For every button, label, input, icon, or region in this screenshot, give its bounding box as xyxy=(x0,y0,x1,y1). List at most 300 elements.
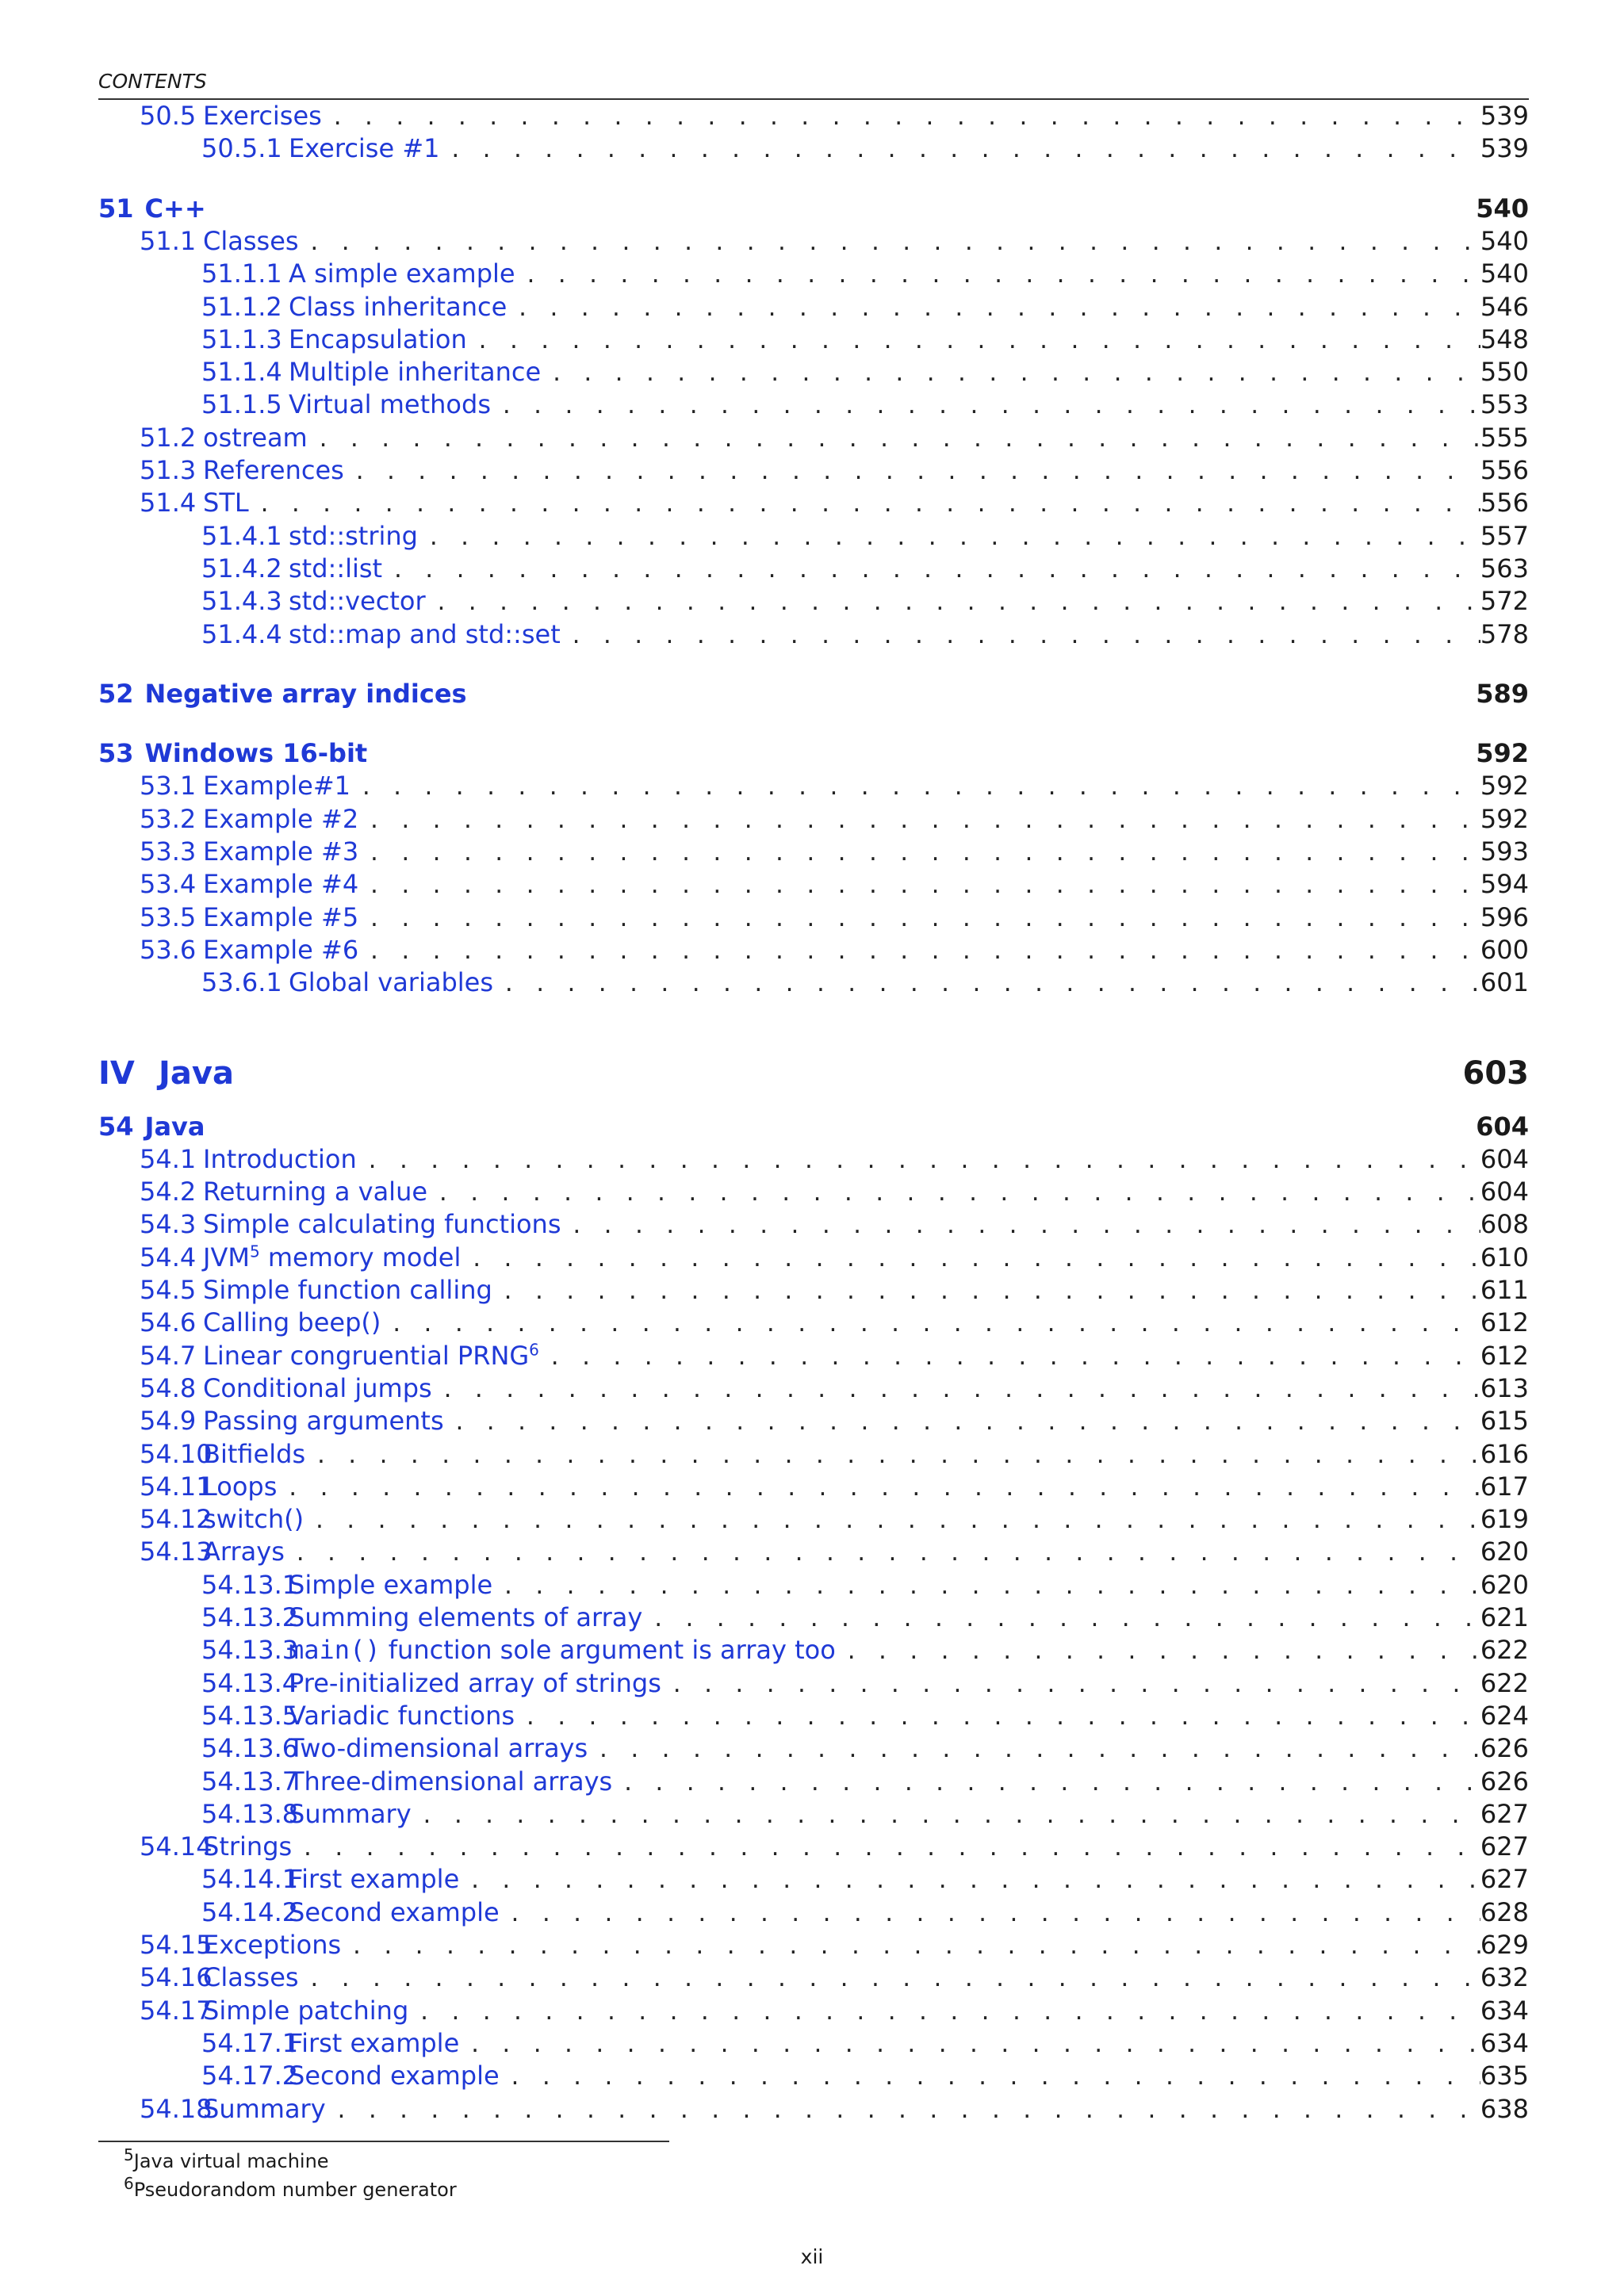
page-ref: 626 xyxy=(1480,1766,1529,1797)
section-title[interactable] xyxy=(203,454,344,487)
entry-title-text: Bitfields xyxy=(203,1438,306,1469)
page-ref: 592 xyxy=(1480,771,1529,802)
toc-subsection[interactable] xyxy=(98,1601,1529,1634)
running-head: CONTENTS xyxy=(98,70,207,93)
dot-leader xyxy=(358,838,1480,871)
entry-title-text: Introduction xyxy=(203,1143,357,1174)
entry-title-text: Simple function calling xyxy=(203,1275,492,1305)
toc-section[interactable] xyxy=(98,1176,1529,1208)
section-number: 54.1 xyxy=(140,1143,197,1174)
entry-title-text: Example #3 xyxy=(203,836,359,867)
section-number: 54.16 xyxy=(140,1962,213,1993)
toc-subsection[interactable] xyxy=(98,2027,1529,2060)
dot-leader xyxy=(326,2095,1480,2128)
page-ref: 608 xyxy=(1480,1209,1529,1240)
page-ref: 594 xyxy=(1480,869,1529,900)
page-ref: 578 xyxy=(1480,618,1529,649)
toc-section[interactable] xyxy=(98,454,1529,487)
toc-subsection[interactable] xyxy=(98,1896,1529,1929)
entry-title-text: switch() xyxy=(203,1504,304,1535)
toc-section[interactable] xyxy=(98,100,1529,132)
section-title[interactable] xyxy=(203,1307,381,1339)
toc-section[interactable] xyxy=(98,1208,1529,1241)
footnote-ref[interactable]: 6 xyxy=(529,1339,539,1359)
page-ref: 632 xyxy=(1480,1962,1529,1993)
section-number: 54.13.1 xyxy=(201,1569,299,1600)
page-ref: 634 xyxy=(1480,2027,1529,2058)
section-number: 51.4.4 xyxy=(201,618,282,649)
page-ref: 622 xyxy=(1480,1635,1529,1666)
toc-part[interactable] xyxy=(98,1055,1529,1100)
dot-leader xyxy=(500,2062,1480,2095)
section-number: 54.15 xyxy=(140,1930,213,1960)
toc-subsection[interactable] xyxy=(98,520,1529,553)
page-ref: 556 xyxy=(1480,455,1529,485)
toc-subsection[interactable] xyxy=(98,258,1529,290)
toc-subsection[interactable] xyxy=(98,1732,1529,1765)
page-ref: 539 xyxy=(1480,101,1529,131)
section-number: 53.4 xyxy=(140,869,197,900)
part-number: IV xyxy=(98,1054,135,1092)
entry-title-text: Simple calculating functions xyxy=(203,1209,561,1240)
page-ref: 548 xyxy=(1480,323,1529,354)
entry-title-text: JVM xyxy=(203,1242,250,1272)
toc-section[interactable] xyxy=(98,1471,1529,1503)
entry-title-text: std::list xyxy=(289,553,383,584)
chapter-title[interactable]: Negative array indices xyxy=(144,678,467,709)
toc-chapter[interactable] xyxy=(98,1111,1529,1143)
dot-leader xyxy=(459,2030,1480,2062)
dot-leader xyxy=(432,1375,1480,1407)
section-title[interactable] xyxy=(203,1208,561,1241)
page-ref: 612 xyxy=(1480,1307,1529,1338)
entry-title-text: Example#1 xyxy=(203,771,350,802)
footnote-6 xyxy=(124,2174,457,2201)
page-ref: 611 xyxy=(1480,1275,1529,1305)
dot-leader xyxy=(491,391,1480,423)
section-title[interactable] xyxy=(289,323,467,356)
toc-section[interactable] xyxy=(98,836,1529,868)
section-title[interactable] xyxy=(203,100,322,132)
entry-title-text: Summing elements of array xyxy=(289,1602,643,1632)
page-ref: 557 xyxy=(1480,520,1529,551)
toc-chapter[interactable] xyxy=(98,678,1529,710)
entry-title-text: Summary xyxy=(289,1798,412,1829)
section-number: 54.5 xyxy=(140,1275,197,1305)
entry-title-text: std::vector xyxy=(289,586,426,617)
section-title[interactable] xyxy=(289,356,541,388)
entry-title-text: function sole argument is array too xyxy=(380,1635,836,1666)
section-title[interactable] xyxy=(203,1438,305,1471)
page-ref: 596 xyxy=(1480,901,1529,932)
section-title[interactable] xyxy=(289,1700,515,1732)
section-number: 51.1 xyxy=(140,225,197,256)
section-title[interactable] xyxy=(203,803,358,836)
section-title[interactable] xyxy=(203,487,249,519)
section-title[interactable] xyxy=(203,225,299,258)
dot-leader xyxy=(515,260,1480,293)
page-ref: 616 xyxy=(1480,1438,1529,1469)
page-ref: 540 xyxy=(1480,225,1529,256)
dot-leader xyxy=(440,135,1480,167)
section-number: 51.3 xyxy=(140,455,197,485)
toc-subsection[interactable] xyxy=(98,1569,1529,1601)
toc-section[interactable] xyxy=(98,1242,1529,1274)
section-title[interactable] xyxy=(289,2060,500,2092)
section-title[interactable] xyxy=(203,934,358,966)
page-ref: 540 xyxy=(1476,193,1529,224)
dot-leader xyxy=(381,1309,1480,1341)
page-ref: 550 xyxy=(1480,357,1529,388)
entry-title-text: Variadic functions xyxy=(289,1700,515,1731)
chapter-title[interactable]: Windows 16-bit xyxy=(144,738,368,769)
section-number: 51.4.1 xyxy=(201,520,282,551)
section-number: 54.2 xyxy=(140,1177,197,1207)
toc-subsection[interactable] xyxy=(98,291,1529,323)
section-number: 54.17 xyxy=(140,1995,213,2026)
entry-title-text: Linear congruential PRNG xyxy=(203,1340,530,1371)
section-title[interactable] xyxy=(289,258,515,290)
entry-title-text: Multiple inheritance xyxy=(289,357,542,388)
entry-title-text: Conditional jumps xyxy=(203,1372,432,1403)
dot-leader xyxy=(507,293,1480,326)
dot-leader xyxy=(382,555,1480,587)
section-title[interactable] xyxy=(289,1569,492,1601)
entry-title-text: std::string xyxy=(289,520,418,551)
page-ref: 612 xyxy=(1480,1340,1529,1371)
toc-subsection[interactable] xyxy=(98,1766,1529,1798)
dot-leader xyxy=(461,1244,1480,1276)
dot-leader xyxy=(358,936,1480,969)
section-number: 51.1.2 xyxy=(201,291,282,322)
entry-title-text: Calling beep() xyxy=(203,1307,381,1338)
toc-subsection[interactable] xyxy=(98,388,1529,421)
chapter-number: 53 xyxy=(98,738,134,769)
section-title[interactable] xyxy=(203,1242,461,1274)
entry-title-text: Strings xyxy=(203,1831,293,1862)
dot-leader xyxy=(459,1866,1480,1898)
section-title[interactable] xyxy=(289,1863,459,1896)
entry-title-text: Loops xyxy=(203,1471,278,1502)
page-ref: 572 xyxy=(1480,586,1529,617)
page-ref: 610 xyxy=(1480,1242,1529,1272)
toc-section[interactable] xyxy=(98,1274,1529,1307)
toc-chapter[interactable] xyxy=(98,193,1529,225)
section-title[interactable] xyxy=(289,1732,588,1765)
page-ref: 621 xyxy=(1480,1602,1529,1632)
dot-leader xyxy=(541,358,1480,391)
dot-leader xyxy=(277,1473,1480,1506)
chapter-title[interactable]: C++ xyxy=(144,193,206,224)
section-number: 54.13.7 xyxy=(201,1766,299,1797)
entry-title-text: Classes xyxy=(203,1962,299,1993)
section-number: 54.14.1 xyxy=(201,1864,299,1895)
footnote-ref[interactable]: 5 xyxy=(249,1242,260,1261)
section-number: 51.2 xyxy=(140,422,197,453)
section-title[interactable] xyxy=(203,422,308,454)
page-ref: 546 xyxy=(1480,291,1529,322)
entry-title-text: Second example xyxy=(289,1896,500,1927)
entry-title-text: Example #5 xyxy=(203,901,359,932)
page-ref: 556 xyxy=(1480,488,1529,519)
page-ref: 589 xyxy=(1476,678,1529,709)
dot-leader xyxy=(357,1146,1480,1178)
entry-title-text: Example #2 xyxy=(203,803,359,834)
section-title[interactable] xyxy=(203,1143,357,1176)
dot-leader xyxy=(427,1178,1480,1211)
dot-leader xyxy=(426,587,1480,620)
section-title[interactable] xyxy=(203,1536,285,1568)
toc-section[interactable] xyxy=(98,803,1529,836)
dot-leader xyxy=(412,1800,1480,1833)
section-number: 53.5 xyxy=(140,901,197,932)
page-ref: 627 xyxy=(1480,1831,1529,1862)
dot-leader xyxy=(322,102,1480,135)
section-title[interactable] xyxy=(289,553,382,585)
page-ref: 555 xyxy=(1480,422,1529,453)
section-title[interactable] xyxy=(203,770,350,802)
section-number: 53.3 xyxy=(140,836,197,867)
toc-section[interactable] xyxy=(98,1961,1529,1994)
dot-leader xyxy=(515,1702,1480,1735)
section-number: 54.13.3 xyxy=(201,1635,299,1666)
entry-title-text: Encapsulation xyxy=(289,323,467,354)
toc-section[interactable] xyxy=(98,2093,1529,2126)
section-number: 51.4.3 xyxy=(201,586,282,617)
entry-title-text: Exceptions xyxy=(203,1930,342,1960)
dot-leader xyxy=(500,1899,1480,1931)
section-title[interactable] xyxy=(289,618,561,651)
entry-title-text: Summary xyxy=(203,2093,326,2124)
section-number: 54.3 xyxy=(140,1209,197,1240)
section-number: 54.13.4 xyxy=(201,1667,299,1698)
page-ref: 604 xyxy=(1480,1177,1529,1207)
dot-leader xyxy=(561,621,1480,653)
toc-section[interactable] xyxy=(98,868,1529,901)
section-title[interactable] xyxy=(289,520,418,553)
page-ref: 604 xyxy=(1476,1111,1529,1142)
dot-leader xyxy=(304,1506,1480,1538)
toc-subsection[interactable] xyxy=(98,132,1529,165)
dot-leader xyxy=(344,457,1480,489)
toc-section[interactable] xyxy=(98,1438,1529,1471)
page-ref: 627 xyxy=(1480,1864,1529,1895)
page-number: xii xyxy=(800,2245,824,2268)
page-ref: 563 xyxy=(1480,553,1529,584)
toc-section[interactable] xyxy=(98,1831,1529,1863)
dot-leader xyxy=(836,1636,1480,1669)
page-ref: 620 xyxy=(1480,1569,1529,1600)
section-number: 54.13.8 xyxy=(201,1798,299,1829)
section-title[interactable] xyxy=(203,836,358,868)
section-title[interactable] xyxy=(289,2027,459,2060)
toc-section[interactable] xyxy=(98,1372,1529,1405)
entry-title-text: Simple patching xyxy=(203,1995,409,2026)
section-title[interactable] xyxy=(289,1667,661,1700)
dot-leader xyxy=(285,1538,1480,1571)
entry-title-text: A simple example xyxy=(289,258,515,289)
dot-leader xyxy=(358,871,1480,903)
section-title[interactable] xyxy=(289,1634,836,1667)
section-number: 51.1.4 xyxy=(201,357,282,388)
section-title[interactable] xyxy=(203,1961,299,1994)
section-title[interactable] xyxy=(203,2093,326,2126)
section-number: 54.8 xyxy=(140,1372,197,1403)
chapter-number: 51 xyxy=(98,193,134,224)
section-number: 54.13.5 xyxy=(201,1700,299,1731)
part-title[interactable]: Java xyxy=(159,1054,234,1092)
section-title[interactable] xyxy=(289,291,507,323)
page-ref: 600 xyxy=(1480,934,1529,965)
entry-title-text: Example #4 xyxy=(203,869,359,900)
section-number: 54.6 xyxy=(140,1307,197,1338)
entry-title-text: Exercise #1 xyxy=(289,133,440,164)
footnote-mark: 6 xyxy=(124,2174,134,2193)
section-number: 54.12 xyxy=(140,1504,213,1535)
toc-subsection[interactable] xyxy=(98,1634,1529,1667)
toc-subsection[interactable] xyxy=(98,966,1529,999)
dot-leader xyxy=(612,1768,1480,1800)
page-ref: 592 xyxy=(1476,738,1529,769)
section-title[interactable] xyxy=(203,1372,432,1405)
footnote-rule xyxy=(98,2141,669,2142)
section-title[interactable] xyxy=(289,1601,642,1634)
page-ref: 617 xyxy=(1480,1471,1529,1502)
dot-leader xyxy=(358,904,1480,936)
section-number: 54.7 xyxy=(140,1340,197,1371)
section-title[interactable] xyxy=(203,1995,408,2027)
toc-subsection[interactable] xyxy=(98,323,1529,356)
dot-leader xyxy=(492,1571,1480,1604)
toc-subsection[interactable] xyxy=(98,1700,1529,1732)
toc-section[interactable] xyxy=(98,934,1529,966)
toc-subsection[interactable] xyxy=(98,1667,1529,1700)
dot-leader xyxy=(350,772,1480,805)
section-title[interactable] xyxy=(203,1405,444,1437)
section-number: 50.5.1 xyxy=(201,133,282,164)
section-title[interactable] xyxy=(203,1831,292,1863)
section-number: 51.1.5 xyxy=(201,389,282,420)
dot-leader xyxy=(305,1441,1480,1473)
entry-title-text: First example xyxy=(289,2027,460,2058)
section-number: 54.10 xyxy=(140,1438,213,1469)
toc-section[interactable] xyxy=(98,1340,1529,1372)
section-number: 51.1.3 xyxy=(201,323,282,354)
section-number: 53.2 xyxy=(140,803,197,834)
section-number: 54.18 xyxy=(140,2093,213,2124)
toc-section[interactable] xyxy=(98,1929,1529,1961)
footnote-text: Pseudorandom number generator xyxy=(133,2179,457,2201)
entry-title-text: Exercises xyxy=(203,101,322,131)
dot-leader xyxy=(292,1833,1480,1866)
toc-section[interactable] xyxy=(98,1536,1529,1568)
entry-title-text: Simple example xyxy=(289,1569,493,1600)
dot-leader xyxy=(661,1670,1480,1702)
toc-section[interactable] xyxy=(98,1143,1529,1176)
page-ref: 553 xyxy=(1480,389,1529,420)
page-ref: 620 xyxy=(1480,1536,1529,1567)
dot-leader xyxy=(467,326,1480,358)
section-title[interactable] xyxy=(203,1274,492,1307)
toc-section[interactable] xyxy=(98,487,1529,519)
page-ref: 627 xyxy=(1480,1798,1529,1829)
section-title[interactable] xyxy=(289,1798,412,1831)
section-title[interactable] xyxy=(289,1896,500,1929)
page-ref: 628 xyxy=(1480,1896,1529,1927)
section-title[interactable] xyxy=(289,132,440,165)
entry-title-text: References xyxy=(203,455,344,485)
toc-section[interactable] xyxy=(98,422,1529,454)
toc-subsection[interactable] xyxy=(98,553,1529,585)
footnote-text: Java virtual machine xyxy=(133,2150,329,2172)
section-title[interactable] xyxy=(289,585,426,618)
toc-section[interactable] xyxy=(98,901,1529,934)
dot-leader xyxy=(444,1407,1480,1440)
section-title[interactable] xyxy=(289,1766,612,1798)
section-number: 53.1 xyxy=(140,771,197,802)
toc-subsection[interactable] xyxy=(98,1798,1529,1831)
section-number: 51.1.1 xyxy=(201,258,282,289)
toc-subsection[interactable] xyxy=(98,356,1529,388)
section-number: 54.14.2 xyxy=(201,1896,299,1927)
toc-subsection[interactable] xyxy=(98,585,1529,618)
toc-subsection[interactable] xyxy=(98,618,1529,651)
section-title[interactable] xyxy=(203,1471,277,1503)
dot-leader xyxy=(358,806,1480,838)
section-title[interactable] xyxy=(203,868,358,901)
toc-section[interactable] xyxy=(98,1503,1529,1536)
code-text: main() xyxy=(289,1635,381,1666)
chapter-number: 52 xyxy=(98,678,134,709)
dot-leader xyxy=(308,424,1480,457)
section-number: 54.17.1 xyxy=(201,2027,299,2058)
page-ref: 629 xyxy=(1480,1930,1529,1960)
section-title[interactable] xyxy=(203,901,358,934)
section-number: 53.6 xyxy=(140,934,197,965)
section-number: 50.5 xyxy=(140,101,197,131)
toc-subsection[interactable] xyxy=(98,2060,1529,2092)
page-ref: 539 xyxy=(1480,133,1529,164)
section-title[interactable] xyxy=(289,388,491,421)
dot-leader xyxy=(642,1604,1480,1636)
section-title[interactable] xyxy=(203,1929,341,1961)
entry-title-text: Two-dimensional arrays xyxy=(289,1733,588,1764)
toc-chapter[interactable] xyxy=(98,737,1529,770)
section-title[interactable] xyxy=(203,1503,304,1536)
section-number: 54.4 xyxy=(140,1242,197,1272)
toc-section[interactable] xyxy=(98,225,1529,258)
page-ref: 626 xyxy=(1480,1733,1529,1764)
entry-title-text: Virtual methods xyxy=(289,389,491,420)
entry-title-text: Classes xyxy=(203,225,299,256)
page-ref: 619 xyxy=(1480,1504,1529,1535)
page-ref: 638 xyxy=(1480,2093,1529,2124)
toc-section[interactable] xyxy=(98,1405,1529,1437)
dot-leader xyxy=(418,522,1480,555)
entry-title-text: Second example xyxy=(289,2061,500,2091)
toc-section[interactable] xyxy=(98,1307,1529,1339)
page-ref: 604 xyxy=(1480,1143,1529,1174)
entry-title-text: std::map and std::set xyxy=(289,618,561,649)
section-title[interactable] xyxy=(289,966,493,999)
page-ref: 634 xyxy=(1480,1995,1529,2026)
section-title[interactable] xyxy=(203,1340,539,1372)
section-title[interactable] xyxy=(203,1176,427,1208)
toc-section[interactable] xyxy=(98,1995,1529,2027)
chapter-title[interactable]: Java xyxy=(144,1111,205,1142)
toc-subsection[interactable] xyxy=(98,1863,1529,1896)
toc-section[interactable] xyxy=(98,770,1529,802)
